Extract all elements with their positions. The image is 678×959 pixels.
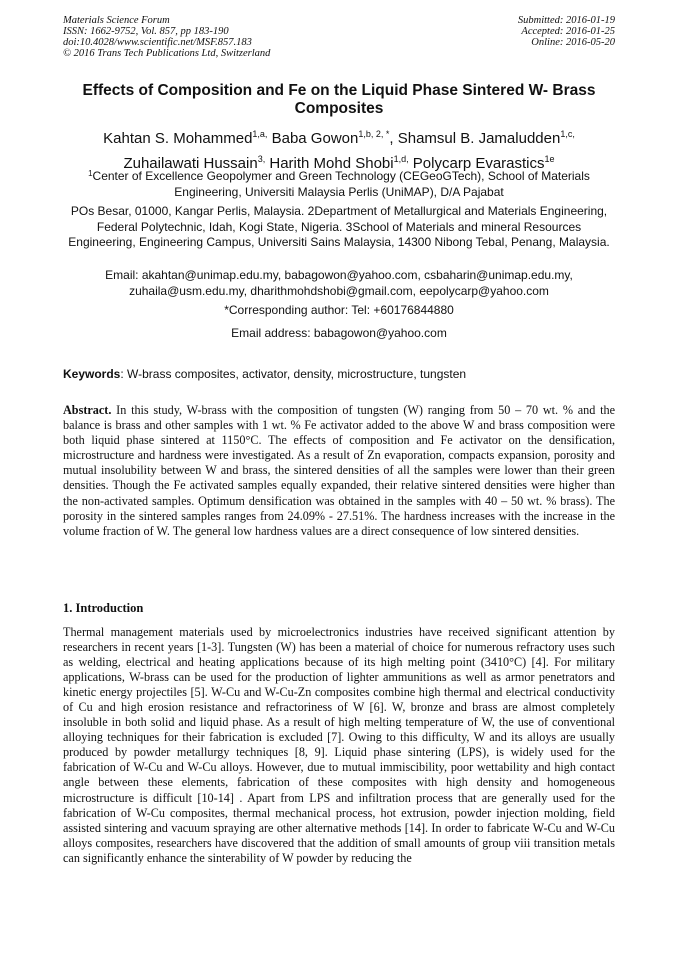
copyright-line: © 2016 Trans Tech Publications Ltd, Switzerland [63, 48, 271, 59]
author-name: Kahtan S. Mohammed [103, 130, 253, 147]
author-name: Baba Gowon [271, 130, 359, 147]
author-name: Zuhailawati Hussain [123, 155, 258, 172]
author-name: Harith Mohd Shobi [269, 155, 394, 172]
submission-dates [415, 15, 615, 48]
author-affiliation-mark: 1,d, [393, 154, 409, 164]
affiliation-1 [63, 166, 615, 200]
submitted-date: Submitted: 2016-01-19 [517, 15, 615, 26]
abstract-text: In this study, W-brass with the composition of tungsten (W) ranging from 50 – 70 wt. % and the balance is brass and other samples with 1 wt. % Fe activator added to the above W and brass composition were both liquid phase sintered at 1150°C. The effects of composition and Fe activator on the densification, microstructure and hardness were investigated. As a result of Zn evaporation, compacts expansion, porosity and mutual insolubility between W and brass, the sintered densities of all the samples were lower than their green densities. Though the Fe activated samples equally expanded, their relative sintered densities were higher than the non-activated samples. Optimum densification was obtained in the samples with 40 – 50 wt. % brass). The porosity in the sintered samples ranges from 24.09% - 27.51%. The hardness increases with the increase in the volume fraction of W. The general low hardness values are a direct consequence of low sintered densities. [63, 403, 615, 538]
doi-line: doi:10.4028/www.scientific.net/MSF.857.183 [63, 37, 252, 48]
abstract [63, 403, 615, 539]
paper-title: Effects of Composition and Fe on the Liquid Phase Sintered W- Brass Composites [82, 82, 596, 117]
affiliation-2: POs Besar, 01000, Kangar Perlis, Malaysia. 2Department of Metallurgical and Materials Engineering, Federal Polytechnic, Idah, Kogi State, Nigeria. 3School of Materials and mineral Resources Engineering, Engineering Campus, Universiti Sains Malaysia, 14300 Nibong Tebal, Penang, Malaysia. [68, 204, 610, 249]
corresponding-author: *Corresponding author: Tel: +60176844880 [224, 303, 454, 317]
author-affiliation-mark: 1,c, [560, 129, 575, 139]
author-affiliation-mark: 3, [257, 154, 266, 164]
corresponding-email: Email address: babagowon@yahoo.com [231, 326, 447, 340]
affiliation-mark: 1 [88, 169, 93, 178]
keywords [63, 367, 615, 382]
journal-name: Materials Science Forum [63, 15, 170, 26]
author-emails: Email: akahtan@unimap.edu.my, babagowon@yahoo.com, csbaharin@unimap.edu.my, zuhaila@usm.edu.my, dharithmohdshobi@gmail.com, eepolycarp@yahoo.com [105, 268, 573, 298]
abstract-label: Abstract. [63, 403, 112, 417]
journal-info [63, 15, 383, 59]
issn-line: ISSN: 1662-9752, Vol. 857, pp 183-190 [63, 26, 229, 37]
author-affiliation-mark: 1,a, [252, 129, 268, 139]
section-heading: 1. Introduction [63, 601, 144, 615]
accepted-date: Accepted: 2016-01-25 [521, 26, 615, 37]
author-name: Shamsul B. Jamaludden [397, 130, 561, 147]
author-name: Polycarp Evarastics [412, 155, 545, 172]
author-separator: , [389, 130, 398, 147]
keywords-label: Keywords [63, 367, 121, 381]
keywords-text: : W-brass composites, activator, density, microstructure, tungsten [120, 367, 467, 381]
online-date: Online: 2016-05-20 [531, 37, 615, 48]
author-affiliation-mark: 1,b, 2, * [358, 129, 390, 139]
introduction-body: Thermal management materials used by microelectronics industries have received significant attention by researchers in recent years [1-3]. Tungsten (W) has been a material of choice for numerous refractory uses such as welding, electrical and heating applications because of its high melting point (3410°C) [4]. For military applications, W-brass can be used for the production of lighter ammunitions as well as armor penetrators and kinetic energy projectiles [5]. W-Cu and W-Cu-Zn composites combine high thermal and electrical conductivity of Cu and high erosion resistance and refractoriness of W [6]. W, bronze and brass are almost completely insoluble in both solid and liquid phase. As a result of high melting temperature of W, the use of conventional alloying techniques for their fabrication is excluded [7]. Owing to this difficulty, W and its alloys are usually produced by powder metallurgy techniques [8, 9]. Liquid phase sintering (LPS), is widely used for the fabrication of W-Cu and W-Cu alloys. However, due to mutual immiscibility, poor wettability and high contact angle between these elements, fabrication of these composites with high density and homogeneous microstructure is difficult [10-14] . Apart from LPS and infiltration process that are generally used for the fabrication of W-Cu composites, thermal mechanical process, hot extrusion, powder injection molding, field assisted sintering and vacuum spraying are other alternative methods [14]. In order to fabricate W-Cu and W-Cu alloys composites, researchers have discovered that the addition of small amounts of group viii transition metals can significantly enhance the sinterability of W powder by reducing the [63, 625, 615, 865]
author-affiliation-mark: 1e [544, 154, 555, 164]
affiliation-text: Center of Excellence Geopolymer and Green Technology (CEGeoGTech), School of Materials Engineering, Universiti Malaysia Perlis (UniMAP), D/A Pajabat [92, 169, 590, 199]
